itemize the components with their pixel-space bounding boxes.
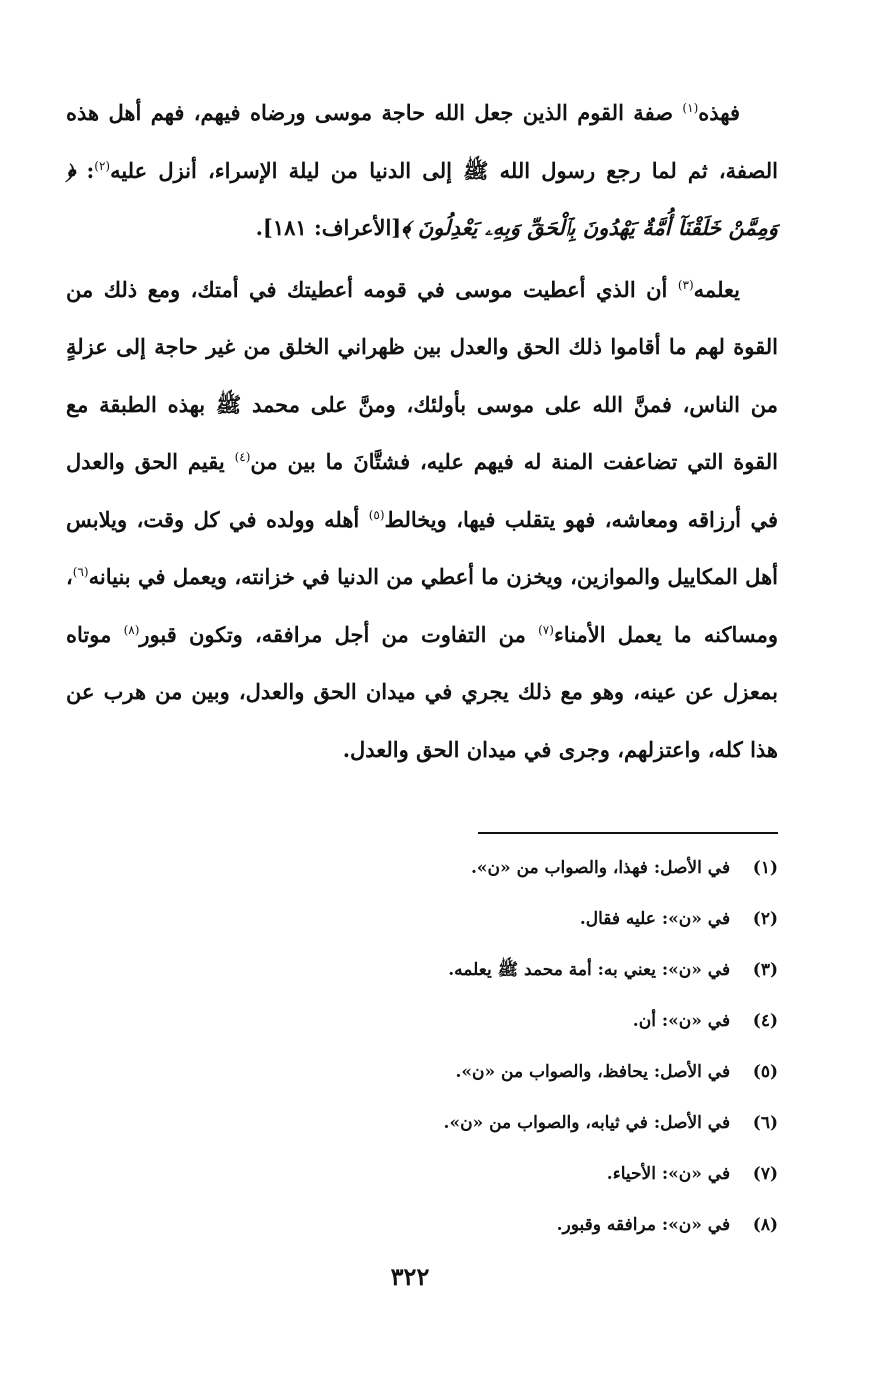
footnote-ref-4: (٤): [234, 450, 251, 464]
text-segment: ، ومساكنه ما يعمل الأمناء: [66, 564, 779, 647]
footnote-number: (١): [752, 858, 778, 878]
footnote: [66, 848, 778, 899]
footnote-number: (٢): [752, 909, 778, 929]
footnote-text: في الأصل: فهذا، والصواب من «ن».: [471, 858, 731, 878]
text-segment: :: [75, 157, 95, 183]
footnote-number: (٨): [752, 1215, 778, 1235]
paragraph-1: [66, 84, 778, 257]
footnote-number: (٧): [752, 1164, 778, 1184]
footnote-ref-6: (٦): [72, 565, 89, 579]
text-segment: فهذه: [698, 100, 740, 125]
text-segment: يعلمه: [693, 276, 740, 302]
footnote-text: في «ن»: يعني به: أمة محمد ﷺ يعلمه.: [448, 960, 731, 980]
footnote-separator: [478, 832, 778, 834]
text-segment: أهله وولده في كل وقت، ويلابس أهل المكاييل والموازين، ويخزن ما أعطي من الدنيا في خزانته، ويعمل في بنيانه: [66, 506, 778, 589]
footnote-ref-3: (٣): [677, 277, 694, 292]
footnote: [66, 1001, 778, 1052]
text-segment: من التفاوت من أجل مرافقه، وتكون قبور: [139, 621, 539, 647]
footnote: [66, 1052, 778, 1103]
footnote-number: (٥): [752, 1062, 778, 1082]
quran-verse: ﴿ وَمِمَّنْ خَلَقْنَآ أُمَّةٌ يَهْدُونَ بِٱلْحَقِّ وَبِهِۦ يَعْدِلُونَ ﴾: [66, 157, 778, 240]
main-text: [66, 84, 778, 778]
page-number: ٣٢٢: [390, 1262, 430, 1291]
footnote-text: في «ن»: مرافقه وقبور.: [556, 1215, 731, 1235]
footnote-ref-1: (١): [682, 101, 699, 115]
footnote-text: في «ن»: أن.: [632, 1011, 731, 1031]
footnote-ref-8: (٨): [123, 622, 140, 637]
footnote-ref-5: (٥): [368, 507, 385, 522]
text-segment: صفة القوم الذين جعل الله حاجة موسى ورضاه فيهم، فهم أهل هذه الصفة، ثم لما رجع رسول الله ﷺ إلى الدنيا من ليلة الإسراء، أنزل عليه: [66, 100, 778, 183]
text-segment: موتاه بمعزل عن عينه، وهو مع ذلك يجري في ميدان الحق والعدل، وبين من هرب عن هذا كله، واعتزلهم، وجرى في ميدان الحق والعدل.: [66, 621, 778, 762]
footnote: [66, 1205, 778, 1256]
footnote-ref-7: (٧): [538, 622, 554, 637]
text-segment: يقيم الحق والعدل في أرزاقه ومعاشه، فهو يتقلب فيها، ويخالط: [66, 449, 778, 532]
footnote: [66, 950, 778, 1001]
footnote: [66, 1103, 778, 1154]
footnote-text: في «ن»: عليه فقال.: [579, 909, 731, 929]
footnote-text: في الأصل: يحافظ، والصواب من «ن».: [455, 1062, 731, 1082]
footnote-text: في «ن»: الأحياء.: [606, 1164, 731, 1184]
footnote-number: (٤): [752, 1011, 778, 1031]
footnote-text: في الأصل: في ثيابه، والصواب من «ن».: [443, 1113, 731, 1133]
paragraph-2: [66, 261, 778, 779]
footnote: [66, 899, 778, 950]
footnote-number: (٦): [752, 1113, 778, 1133]
footnote-number: (٣): [752, 960, 778, 980]
footnote-ref-2: (٢): [94, 158, 111, 173]
text-segment: أن الذي أعطيت موسى في قومه أعطيتك في أمتك، ومع ذلك من القوة لهم ما أقاموا ذلك الحق والعدل بين ظهراني الخلق من غير حاجة إلى عزلةٍ من الناس، فمنَّ الله على موسى بأولئك، ومنَّ على محمد ﷺ بهذه الطبقة مع القوة التي تضاعفت المنة له فيهم عليه، فشتَّانَ ما بين من: [66, 276, 778, 474]
footnotes: [66, 848, 778, 1256]
verse-reference: [الأعراف: ١٨١].: [255, 215, 402, 240]
footnote: [66, 1154, 778, 1205]
